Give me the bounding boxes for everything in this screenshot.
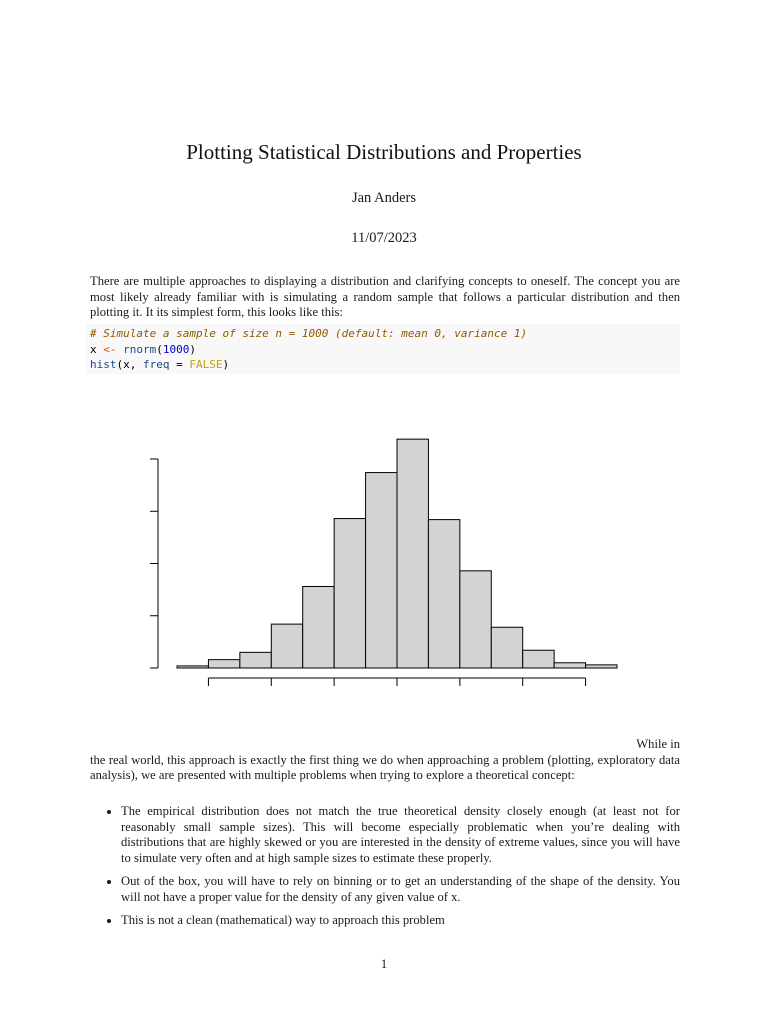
list-item: • This is not a clean (mathematical) way to approach this problem (121, 913, 680, 929)
histogram-bar (554, 663, 585, 668)
histogram-bar (208, 660, 239, 668)
document-title: Plotting Statistical Distributions and Properties (186, 140, 582, 164)
code-eq: = (169, 358, 190, 371)
histogram-bar (240, 652, 271, 668)
histogram-bars (177, 439, 617, 668)
histogram-chart (140, 420, 630, 695)
code-var-x: x (90, 342, 97, 356)
code-comment: # Simulate a sample of size n = 1000 (default: mean 0, variance 1) (90, 327, 528, 340)
histogram-bar (491, 627, 522, 668)
histogram-bar (428, 520, 459, 668)
intro-paragraph: There are multiple approaches to displaying a distribution and clarifying concepts to oneself. The concept you are most likely already familiar with is simulating a random sample that follows a particular distribution and then plotting it. It its simplest form, this looks like this: (90, 274, 680, 319)
histogram-bar (271, 624, 302, 668)
body-paragraph-rest: the real world, this approach is exactly the first thing we do when approaching a problem (plotting, exploratory data analysis), we are presented with multiple problems when trying to explore a theoretical concept: (90, 752, 680, 782)
code-paren-open: ( (156, 342, 163, 356)
body-paragraph (90, 737, 680, 784)
x-axis (208, 678, 585, 686)
histogram-bar (460, 571, 491, 668)
problem-list (90, 804, 680, 937)
code-block (86, 324, 680, 374)
code-arg-freq: freq (143, 358, 170, 371)
document-date: 11/07/2023 (351, 230, 417, 246)
list-item: • The empirical distribution does not match the true theoretical density closely enough (at least not for reasonably small sample sizes). This will become especially problematic when you’re dealing with distributions that are highly skewed or you are interested in the density of extreme values, since you will have to simulate very often and at high sample sizes to estimate these properly. (121, 804, 680, 866)
code-fn-hist: hist (90, 358, 117, 371)
histogram-bar (523, 650, 554, 668)
histogram-bar (366, 473, 397, 668)
document-author: Jan Anders (351, 190, 417, 206)
code-num-1000: 1000 (162, 342, 190, 356)
code-const-false: FALSE (189, 358, 223, 371)
code-args-close: ) (222, 358, 230, 371)
histogram-bar (303, 586, 334, 668)
histogram-bar (334, 519, 365, 668)
body-paragraph-lead: While in (636, 737, 680, 751)
histogram-bar (397, 439, 428, 668)
code-fn-rnorm: rnorm (123, 342, 157, 356)
code-paren-close: ) (189, 342, 196, 356)
code-assign-op: <- (103, 342, 117, 356)
histogram-bar (177, 666, 208, 668)
list-item: • Out of the box, you will have to rely on binning or to get an understanding of the shape of the density. You will not have a proper value for the density of any given value of x. (121, 874, 680, 905)
y-axis (150, 459, 158, 668)
code-args-open: (x, (116, 358, 143, 371)
page-number: 1 (380, 957, 388, 971)
histogram-bar (586, 665, 617, 668)
